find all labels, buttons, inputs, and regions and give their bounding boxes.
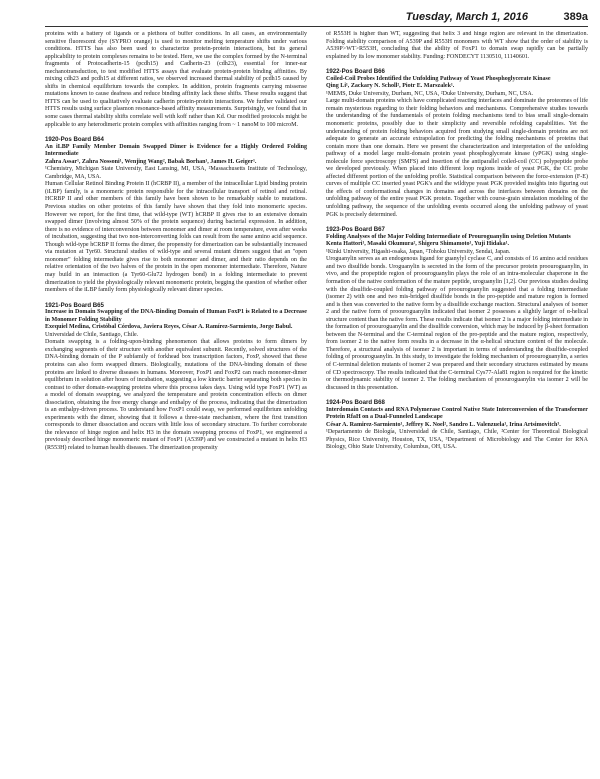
abstract-title: Folding Analyses of the Major Folding Intermediate of Prouroguanylin using Deletion Mutants	[326, 233, 571, 240]
abstract-authors: Exequiel Medina, Cristóbal Córdova, Javiera Reyes, César A. Ramírez-Sarmiento, Jorge Babul.	[45, 324, 293, 331]
abstract-id: 1922-Pos Board B66	[326, 68, 385, 76]
abstract-id: 1924-Pos Board B68	[326, 399, 385, 407]
abstract-1923	[326, 226, 588, 392]
issue-date: Tuesday, March 1, 2016	[405, 11, 528, 23]
abstract-authors: Zahra Assar¹, Zahra Nossoni¹, Wenjing Wang², Babak Borhan¹, James H. Geiger¹.	[45, 158, 257, 165]
abstract-1922	[326, 68, 588, 219]
right-column	[326, 31, 588, 773]
page-header	[0, 4, 600, 30]
abstract-body: Domain swapping is a folding-upon-binding phenomenon that allows proteins to form dimers by exchanging segments of their structure with another equivalent subunit. Recently, solved structures of the DNA-binding domain of the P subfamily of forkhead box transcription factors, FoxP, showed that these proteins can also form swapped dimers. Biologically, mutations of the DNA-binding domain of these proteins are linked to diverse diseases in humans. Moreover, FoxP1 and FoxP2 can reach monomer-dimer equilibrium in solution after hours of incubation, suggesting a low kinetic barrier separating both species in contrast to other domain-swapping proteins where this process takes days. Using wild type FoxP1 (WT) as a model of domain swapping, we analyzed the temperature and protein concentration effects on dimer dissociation, obtaining the free energy change and enthalpy of the process, indicating that the dimerization is an enthalpy-driven process. To understand how FoxP1 could swap, we performed equilibrium unfolding experiments with the dimer, showing that it follows a three-state mechanism, where the first transition corresponds to dimer dissociation and occurs with little loss of secondary structure. To further corroborate the relevance of hinge region and helix H3 in the domain swapping process of FoxP1, we engineered a previously described hinge monomeric mutant of FoxP1 (A539P) and we constructed a mutant in helix H3 (R553H) related to human health diseases. The dimerization propensity	[45, 339, 307, 451]
abstract-title: Interdomain Contacts and RNA Polymerase Control Native State Interconversion of the Transformer Protein RfaH on a Dual-Funneled Landscape	[326, 406, 588, 421]
abstract-id: 1921-Pos Board B65	[45, 301, 104, 309]
page-number: 389a	[563, 11, 588, 23]
abstract-authors: César A. Ramirez-Sarmiento¹, Jeffrey K. Noel², Sandro L. Valenzuela¹, Irina Artsimovitch³.	[326, 421, 561, 428]
abstract-affiliations: ¹Departamento de Biología, Universidad de Chile, Santiago, Chile, ²Center for Theoretical Biological Physics, Rice University, Houston, TX, USA, ³Department of Microbiology and The Center for RNA Biology, Ohio State University, Columbus, OH, USA.	[326, 429, 588, 451]
left-column	[45, 31, 307, 773]
abstract-authors: Qing Li¹, Zackary N. Scholl², Piotr E. Marszalek¹.	[326, 83, 455, 90]
abstract-title: An iLBP Family Member Domain Swapped Dimer is Evidence for a Highly Ordered Folding Intermediate	[45, 143, 307, 158]
abstract-1924	[326, 399, 588, 452]
abstract-1920	[45, 136, 307, 294]
abstract-body: Human Cellular Retinol Binding Protein II (hCRBP II), a member of the intracellular Lipid binding protein (iLBP) family, is a monomeric protein responsible for the intracellular transport of retinol and retinal. HCRBP II and other members of this family have been shown to be remarkably stable to mutations. Previous studies on other proteins of this family have shown that they fold into monomeric species. However we report, for the first time, that wild-type (WT) hCRBP II gives rise to an extensive domain swapped dimer (involving almost 50% of the protein sequence) during bacterial expression. In addition, there is no evidence of interconversion between monomer and dimer at room temperature, even after weeks of incubation, suggesting that two non-interconverting folds can result from the same amino acid sequence. Though wild-type hCRBP II forms the dimer, the propensity for dimerization can be substantially increased via mutation at Tyr60. Structural studies of wild-type and several mutant dimers suggest that an "open monomer" folding intermediate gives rise to both monomer and dimer, and their ratio depends on the relative orientation of the two halves of the protein in the open monomer intermediate. Therefore, Nature may build in an interaction (a Tyr60-Glu72 hydrogen bond) in a folding intermediate to prevent dimerization to yield the physiologically relevant monomeric protein, begging the question of whether other members of the iLBP family form physiologically relevant dimer species.	[45, 181, 307, 294]
header-rule	[45, 26, 588, 27]
abstract-authors: Kenta Hattori¹, Masaki Okumura², Shigeru Shimamoto¹, Yuji Hidaka¹.	[326, 241, 510, 248]
abstract-body: Uroguanylin serves as an endogenous ligand for guanylyl cyclase C, and consists of 16 amino acid residues and two disulfide bonds. Uroguanylin is secreted in the form of the precursor protein proouroguanylin, in vivo, and the propeptide region of proouroguanylin plays the role of an intra-molecular chaperone in the formation of the native conformation of the mature peptide, uroguanylin [1,2]. Our previous studies dealing with the disulfide-coupled folding pathway of proouroguanylin suggested that a folding intermediate (isomer 2) with one and two mis-bridged disulfide bonds in the pro-peptide and mature region is formed and is then was converted to the native form by a disulfide exchange reaction. Structural analyses of isomer 2 and the native form of proouroguanylin indicated that isomer 2 possesses a slightly larger of α-helical structure content than the native form. These results indicate that isomer 2 is a major folding intermediate in the formation of proouroguanylin and the disulfide conversion, which may be induced by β-sheet formation between the N-terminal and the C-terminal region of the pro-peptide and the mature region, respectively, from isomer 2 to the native form results in a decrease in the α-helical structure content of the molecule. Therefore, a structural analysis of isomer 2 is important in terms of understanding the disulfide-coupled folding of proouroguanylin. In this study, to investigate the folding mechanism of proouroguanylin, a series of C-terminal deletion mutants of isomer 2 was prepared and their secondary structures estimated by means of CD spectroscopy. The results indicated that the C-terminal Cys77-Ala81 region is required for the kinetic or thermodynamic stability of isomer 2. The folding mechanism of proouroguanylin via isomer 2 will be discussed in this presentation.	[326, 256, 588, 391]
abstract-title: Coiled-Coil Probes Identified the Unfolding Pathway of Yeast Phosphoglycerate Kinase	[326, 75, 551, 82]
abstract-affiliations: ¹Kinki University, Higashi-osaka, Japan, ²Tohoku University, Sendai, Japan.	[326, 248, 511, 255]
abstract-body: Large multi-domain proteins which have complicated reacting interfaces and dominate the proteomes of life remain mysterious regarding to their folding behaviors and mechanisms. Comprehensive studies towards the understanding of the fundamentals of protein folding mechanisms tend to bias small single-domain monomeric proteins, possibly due to their simplicity and reversible refolding capabilities. Yet the understanding of protein folding behaviors acquired from studying small single-domain proteins are not adequate to generate an accurate extrapolation for predicting the folding mechanisms of proteins that contain more than one domain. Here we present the characterization and interpretation of the unfolding pathway of a model large multi-domain protein yeast phosphoglycerate kinase (yPGK) using single-molecule force spectroscopy (SMFS) and insertion of the antiparallel coiled-coil (CC) polypeptide probe we developed previously. When placed into different loop regions inside of yeast PGK, the CC probe affected different portion of the unfolding profile. Statistical comparison between the force-extension (F-E) curves of multiple CC inserted yeast PGK's and the wildtype yeast PGK provided insights into figuring out the effects of conformational changes in domains and across the interfaces between domains on the unfolding pathway of the entire yeast PGK protein. Together with course-grain simulation modeling of the unfolding pathway, the sequence of the unfolding events occurred along the unfolding pathway of yeast PGK is precisely determined.	[326, 98, 588, 218]
abstract-id: 1920-Pos Board B64	[45, 136, 104, 144]
continued-abstract-text: of R553H is higher than WT, suggesting that helix 3 and hinge region are relevant in the dimerization. Folding stability comparison of A539P and R553H monomers with WT show that the order of stability is A539P>WT>R553H, concluding that the ability of FoxP1 to domain swap rapidly can be partially explained by its low monomer stability. Funding: FONDECYT 1130510, 11140601.	[326, 31, 588, 60]
continued-abstract-text: proteins with a battery of ligands or a plethora of buffer conditions. In all cases, an environmentally sensitive fluorescent dye (SYPRO orange) is used to monitor melting temperature shifts under various conditions. HTTS has also been used to characterize protein-protein interactions, but its general applicability to protein complexes remains to be tested. Here, we use the complex formed by the N-terminal fragments of Protocadherin-15 (pcdh15) and Cadherin-23 (cdh23), essential for inner-ear mechanotransduction, to test modified HTTS assays that evaluate protein-protein binding affinities. By mixing cdh23 and pcdh15 at different ratios, we observed increased thermal stability of pcdh15 caused by shifts in chemical equilibrium towards the complex. In addition, protein fragments carrying missense mutations known to cause deafness and reduce binding affinity lack these shifts. These results suggest that HTTS can be used to qualitatively evaluate cadherin protein-protein interactions. We further validated our HTTS results using surface plasmon resonance-based affinity measurements. Surprisingly, we found that in some cases thermal stability shifts correlate well with koff rather than Kd. Our modified protocols might be applicable to any heterodimeric protein complex with affinities ranging from ~ 1 nanoM to 100 microM.	[45, 31, 307, 128]
abstract-affiliations: ¹MEMS, Duke University, Durham, NC, USA, ²Duke University, Durham, NC, USA.	[326, 90, 534, 97]
abstract-title: Increase in Domain Swapping of the DNA-Binding Domain of Human FoxP1 is Related to a Decrease in Monomer Folding Stability	[45, 309, 307, 323]
abstract-affiliations: ¹Chemistry, Michigan State University, East Lansing, MI, USA, ²Massachusetts Institute of Technology, Cambridge, MA, USA.	[45, 166, 307, 180]
abstract-id: 1923-Pos Board B67	[326, 226, 385, 234]
abstract-1921	[45, 302, 307, 453]
abstract-affiliations: Universidad de Chile, Santiago, Chile.	[45, 331, 139, 338]
